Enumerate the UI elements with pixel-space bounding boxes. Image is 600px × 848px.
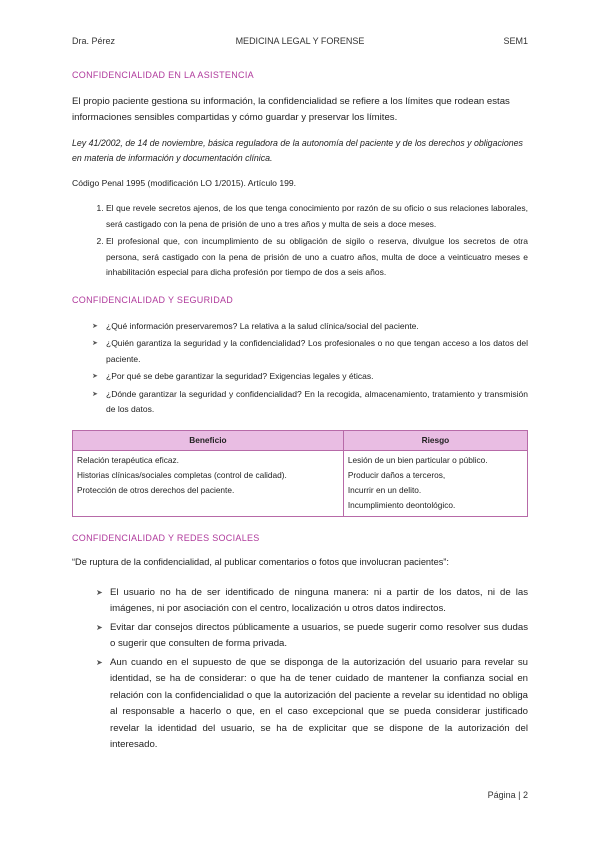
- table-cell-line: Producir daños a terceros,: [347, 469, 446, 480]
- header-semester: SEM1: [503, 36, 528, 46]
- table-cell-line: Historias clínicas/sociales completas (control de calidad).: [77, 469, 287, 480]
- penal-code-reference: Código Penal 1995 (modificación LO 1/2015). Artículo 199.: [72, 178, 297, 188]
- beneficio-cell: [73, 450, 344, 516]
- table-cell-line: Incumplimiento deontológico.: [347, 500, 456, 511]
- list-item: 1. El que revele secretos ajenos, de los que tenga conocimiento por razón de su oficio o sus relaciones laborales, será castigado con la pena de prisión de uno a tres años y multa de seis a doce meses.: [106, 201, 528, 232]
- list-item: ➤ Evitar dar consejos directos públicamente a usuarios, se puede sugerir como resolver sus dudas o sugerir que consulten de forma privada.: [96, 621, 528, 650]
- arrow-bullet-icon: ➤: [96, 622, 103, 632]
- penal-code-list: [72, 201, 528, 281]
- list-item: ➤ ¿Qué información preservaremos? La relativa a la salud clínica/social del paciente.: [92, 319, 528, 335]
- table-row: [73, 450, 528, 516]
- table-cell-line: Relación terapéutica eficaz.: [77, 454, 179, 465]
- table-cell-line: Lesión de un bien particular o público.: [347, 454, 488, 465]
- social-media-list: [72, 585, 528, 754]
- arrow-bullet-icon: ➤: [92, 340, 98, 347]
- table-cell-line: Incurrir en un delito.: [347, 485, 422, 496]
- header-author: Dra. Pérez: [72, 36, 116, 46]
- section-title-seguridad: CONFIDENCIALIDAD Y SEGURIDAD: [72, 294, 234, 305]
- list-item: 2. El profesional que, con incumplimiento de su obligación de sigilo o reserva, divulgue los secretos de otra persona, será castigado con la pena de prisión de uno a cuatro años, multa de doce a veinticuatro meses e inhabilitación especial para dicha profesión por tiempo de dos a seis años.: [106, 234, 528, 281]
- arrow-bullet-icon: ➤: [96, 587, 103, 597]
- table-header-row: [73, 430, 528, 450]
- table-header-beneficio: Beneficio: [73, 430, 344, 450]
- header-title: MEDICINA LEGAL Y FORENSE: [235, 36, 365, 46]
- security-question-list: [72, 319, 528, 418]
- section-title-redes: CONFIDENCIALIDAD Y REDES SOCIALES: [72, 532, 260, 543]
- section-quote: “De ruptura de la confidencialidad, al publicar comentarios o fotos que involucran pacientes”:: [72, 556, 449, 567]
- section-title-asistencia: CONFIDENCIALIDAD EN LA ASISTENCIA: [72, 70, 254, 80]
- riesgo-cell: [343, 450, 527, 516]
- list-item: ➤ Aun cuando en el supuesto de que se disponga de la autorización del usuario para revelar su identidad, se ha de considerar: o que ha de tener cuidado de mantener la confianza social en relación con la confidencialidad o que la autorización del paciente a revelar su identidad no obliga al responsable a hacerlo o que, en el caso excepcional que se pueda considerar justificado revelar la identidad del usuario, se ha de explicitar que se dispone de la autorización del interesado.: [96, 656, 528, 751]
- page-number: Página | 2: [487, 790, 528, 800]
- benefit-risk-table: [72, 430, 528, 517]
- list-item: ➤ ¿Quién garantiza la seguridad y la confidencialidad? Los profesionales o no que tengan acceso a los datos del paciente.: [92, 338, 528, 364]
- table-cell-line: Protección de otros derechos del paciente.: [77, 485, 235, 496]
- page-content: [72, 70, 528, 756]
- table-header-riesgo: Riesgo: [343, 430, 527, 450]
- list-item: ➤ ¿Por qué se debe garantizar la seguridad? Exigencias legales y éticas.: [92, 369, 528, 385]
- arrow-bullet-icon: ➤: [92, 322, 98, 330]
- list-item: ➤ El usuario no ha de ser identificado de ninguna manera: ni a partir de los datos, ni de las imágenes, ni por asociación con el centro, localización u otros datos indirectos.: [96, 586, 528, 615]
- law-reference: Ley 41/2002, de 14 de noviembre, básica reguladora de la autonomía del paciente y de los derechos y obligaciones en materia de información y documentación clínica.: [72, 138, 523, 163]
- arrow-bullet-icon: ➤: [92, 390, 98, 398]
- list-item: ➤ ¿Dónde garantizar la seguridad y confidencialidad? En la recogida, almacenamiento, tratamiento y transmisión de los datos.: [92, 388, 528, 414]
- arrow-bullet-icon: ➤: [92, 373, 98, 380]
- arrow-bullet-icon: ➤: [96, 657, 103, 667]
- intro-paragraph: El propio paciente gestiona su información, la confidencialidad se refiere a los límites que rodean estas informaciones sensibles compartidas y cómo guardar y preservar los límites.: [72, 96, 510, 123]
